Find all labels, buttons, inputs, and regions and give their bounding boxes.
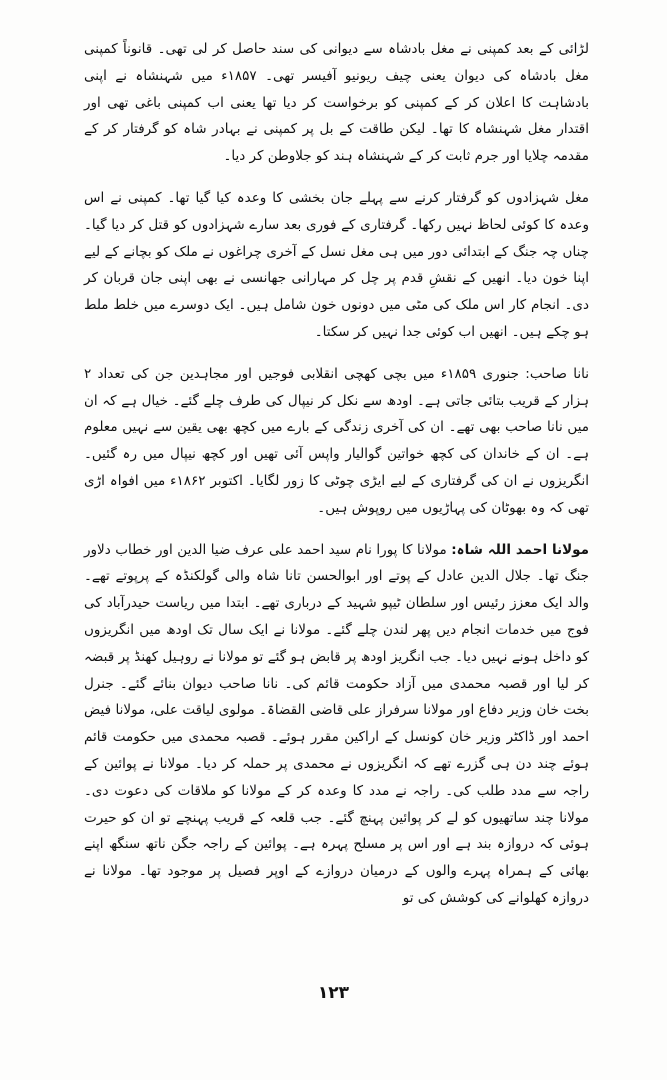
section-heading: مولانا احمد اللہ شاہ: [451, 541, 589, 558]
paragraph-text: نانا صاحب: جنوری ۱۸۵۹ء میں بچی کھچی انقلابی فوجیں اور مجاہدین جن کی تعداد ۲ ہزار کے قریب بتائی جاتی ہے۔ اودھ سے نکل کر نیپال کی طرف چلے گئے۔ خیال ہے کہ ان میں نانا صاحب بھی تھے۔ ان کی آخری زندگی کے بارے میں کچھ بھی یقین سے نہیں معلوم ہے۔ ان کے خاندان کی کچھ خواتین گوالیار واپس آئی تھیں اور کچھ نیپال میں رہ گئیں۔ انگریزوں نے ان کی گرفتاری کے لیے ایڑی چوٹی کا زور لگایا۔ اکتوبر ۱۸۶۲ء میں افواہ اڑی تھی کہ وہ بھوٹان کی پہاڑیوں میں روپوش ہیں۔ [84, 365, 589, 516]
paragraph-text: مغل شہزادوں کو گرفتار کرنے سے پہلے جان بخشی کا وعدہ کیا گیا تھا۔ کمپنی نے اس وعدہ کا کوئی لحاظ نہیں رکھا۔ گرفتاری کے فوری بعد سارے شہزادوں کو قتل کر دیا گیا۔ چناں چہ جنگ کے ابتدائی دور میں ہی مغل نسل کے آخری چراغوں نے ملک کو بچانے کے لیے اپنا خون دیا۔ انھیں کے نقشِ قدم پر چل کر مہارانی جھانسی نے بھی اپنی جان قربان کر دی۔ انجام کار اس ملک کی مٹی میں دونوں خون شامل ہیں۔ ایک دوسرے میں خلط ملط ہو چکے ہیں۔ انھیں اب کوئی جدا نہیں کر سکتا۔ [84, 189, 589, 340]
body-text [84, 36, 589, 927]
paragraph [84, 361, 589, 522]
paragraph-text: لڑائی کے بعد کمپنی نے مغل بادشاہ سے دیوانی کی سند حاصل کر لی تھی۔ قانوناً کمپنی مغل بادشاہ کی دیوان یعنی چیف ریونیو آفیسر تھی۔ ۱۸۵۷ء میں شہنشاہ نے اپنی بادشاہت کا اعلان کر کے کمپنی کو برخواست کر دیا تھا یعنی اب کمپنی باغی تھی اور اقتدار مغل شہنشاہ کا تھا۔ لیکن طاقت کے بل پر کمپنی نے بہادر شاہ کو گرفتار کر کے مقدمہ چلایا اور جرم ثابت کر کے شہنشاہ ہند کو جلاوطن کر دیا۔ [84, 41, 589, 165]
page-number: ۱۲۳ [317, 983, 350, 1003]
paragraph [84, 537, 589, 912]
paragraph [84, 36, 589, 170]
paragraph [84, 185, 589, 346]
paragraph-text: مولانا کا پورا نام سید احمد علی عرف ضیا الدین اور خطاب دلاور جنگ تھا۔ جلال الدین عادل کے پوتے اور ابوالحسن تانا شاہ والی گولکنڈہ کے پرپوتے تھے۔ والد ایک معزز رئیس اور سلطان ٹیپو شہید کے درباری تھے۔ ابتدا میں ریاست حیدرآباد کی فوج میں خدمات انجام دیں پھر لندن چلے گئے۔ مولانا نے ایک سال تک اودھ میں انگریزوں کو داخل ہونے نہیں دیا۔ جب انگریز اودھ پر قابض ہو گئے تو مولانا نے روہیل کھنڈ پر قبضہ کر لیا اور قصبہ محمدی میں آزاد حکومت قائم کی۔ نانا صاحب دیوان بنائے گئے۔ جنرل بخت خان وزیر دفاع اور مولانا سرفراز علی قاضی القضاۃ۔ مولوی لیاقت علی، مولانا فیض احمد اور ڈاکٹر وزیر خان کونسل کے اراکین مقرر ہوئے۔ قصبہ محمدی میں حکومت قائم ہوئے چند دن ہی گزرے تھے کہ انگریزوں نے محمدی پر حملہ کر دیا۔ مولانا نے پوائین کے راجہ سے مدد طلب کی۔ راجہ نے مدد کا وعدہ کر کے مولانا کو ملاقات کی دعوت دی۔ مولانا چند ساتھیوں کو لے کر پوائین پہنچ گئے۔ جب قلعہ کے قریب پہنچے تو ان کو حیرت ہوئی کہ دروازہ بند ہے اور اس پر مسلح پہرہ ہے۔ پوائین کے راجہ جگن ناتھ سنگھ اپنے بھائی کے ہمراہ پہرے والوں کے درمیان دروازے کے اوپر فصیل پر موجود تھا۔ مولانا نے دروازہ کھلوانے کی کوشش کی تو [84, 541, 589, 906]
